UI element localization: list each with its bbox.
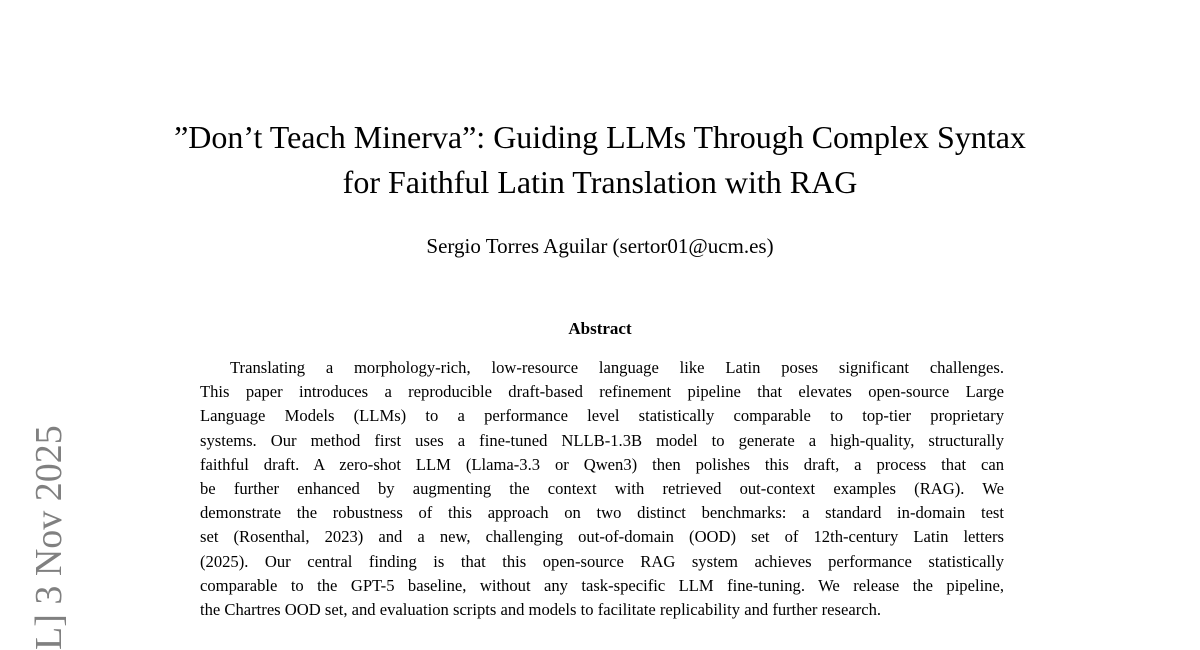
abstract-line: be further enhanced by augmenting the context with retrieved out-context examples (RAG). We [200, 479, 1004, 499]
paper-title [0, 115, 1200, 205]
abstract-line: systems. Our method first uses a fine-tuned NLLB-1.3B model to generate a high-quality, structurally [200, 430, 1004, 450]
title-line-1: ”Don’t Teach Minerva”: Guiding LLMs Through Complex Syntax [174, 119, 1026, 155]
author-line: Sergio Torres Aguilar (sertor01@ucm.es) [426, 234, 774, 258]
title-line-2: for Faithful Latin Translation with RAG [342, 164, 858, 200]
abstract-line: Translating a morphology-rich, low-resource language like Latin poses significant challenges. [230, 358, 1004, 377]
abstract-heading: Abstract [568, 319, 632, 338]
abstract-line: set (Rosenthal, 2023) and a new, challenging out-of-domain (OOD) set of 12th-century Latin letters [200, 527, 1004, 547]
abstract-line: demonstrate the robustness of this approach on two distinct benchmarks: a standard in-domain test [200, 503, 1004, 523]
abstract-line: This paper introduces a reproducible draft-based refinement pipeline that elevates open-source Large [200, 382, 1004, 402]
abstract-line: (2025). Our central finding is that this open-source RAG system achieves performance statistically [200, 551, 1004, 571]
abstract-line: the Chartres OOD set, and evaluation scripts and models to facilitate replicability and further research. [200, 600, 882, 620]
abstract-line: comparable to the GPT-5 baseline, without any task-specific LLM fine-tuning. We release the pipeline, [200, 575, 1004, 595]
abstract-line: Language Models (LLMs) to a performance level statistically comparable to top-tier proprietary [200, 406, 1004, 426]
arxiv-side-stamp: L] 3 Nov 2025 [28, 425, 70, 650]
abstract-body [200, 356, 1004, 622]
abstract-line: faithful draft. A zero-shot LLM (Llama-3.3 or Qwen3) then polishes this draft, a process that can [200, 454, 1004, 474]
